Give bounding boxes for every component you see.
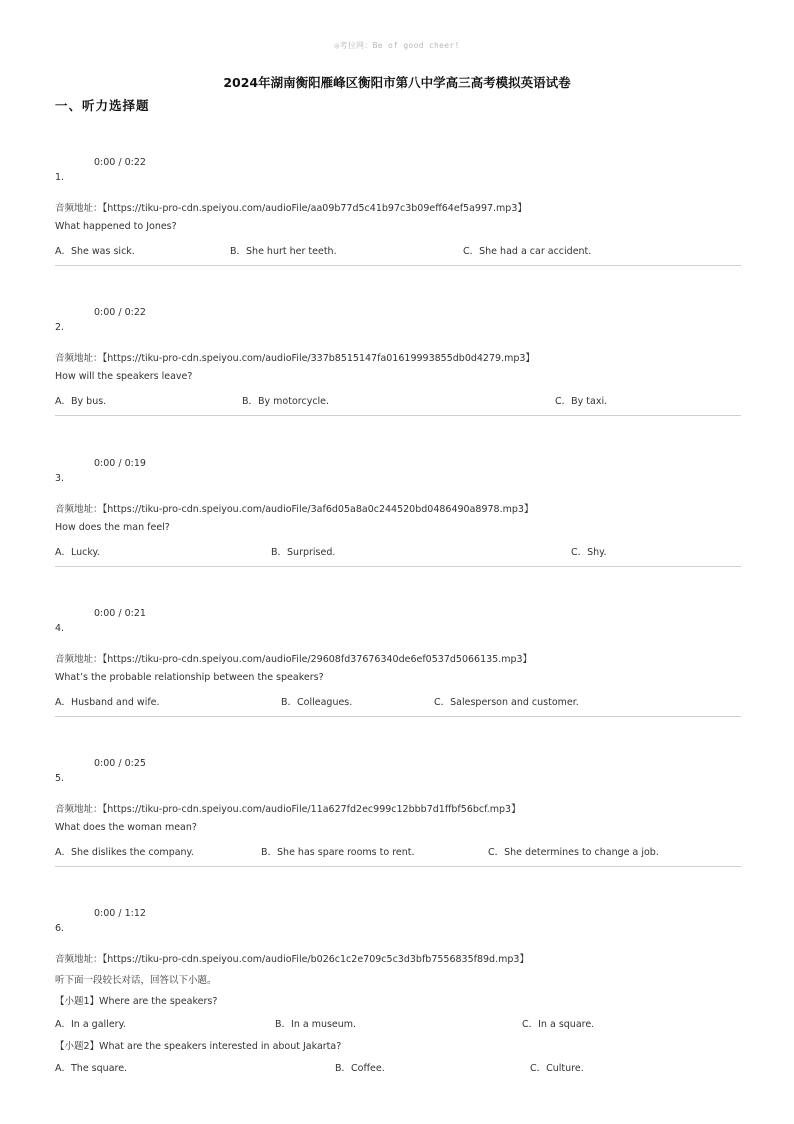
question-number: 4. [55,623,65,634]
option-b[interactable]: B．Coffee. [335,1063,385,1074]
question-stem: How does the man feel? [55,522,170,533]
section-heading: 一、听力选择题 [55,98,150,113]
option-a[interactable]: A．Lucky. [55,547,100,558]
audio-player-time[interactable]: 0:00 / 0:22 [94,157,146,168]
question-number: 1. [55,172,65,183]
audio-url: 音频地址：【https://tiku-pro-cdn.speiyou.com/audioFile/29608fd37676340de6ef0537d5066135.mp3】 [55,654,533,665]
option-a[interactable]: A．She was sick. [55,246,135,257]
page-title: 2024年湖南衡阳雁峰区衡阳市第八中学高三高考模拟英语试卷 [223,75,571,90]
question-5 [0,758,794,908]
divider [55,415,741,416]
question-stem: What’s the probable relationship between the speakers? [55,672,324,683]
option-c[interactable]: C．Culture. [530,1063,584,1074]
divider [55,566,741,567]
option-c[interactable]: C．She determines to change a job. [488,847,659,858]
option-b[interactable]: B．She hurt her teeth. [230,246,337,257]
option-a[interactable]: A．The square. [55,1063,128,1074]
option-a[interactable]: A．In a gallery. [55,1019,126,1030]
option-b[interactable]: B．By motorcycle. [242,396,330,407]
question-stem: How will the speakers leave? [55,371,193,382]
option-b[interactable]: B．Surprised. [271,547,336,558]
question-number: 2. [55,322,65,333]
subquestion-1-stem: 【小题1】Where are the speakers? [55,996,218,1007]
audio-player-time[interactable]: 0:00 / 0:21 [94,608,146,619]
audio-player-time[interactable]: 0:00 / 0:19 [94,458,146,469]
audio-url: 音频地址：【https://tiku-pro-cdn.speiyou.com/audioFile/aa09b77d5c41b97c3b09eff64ef5a997.mp3】 [55,203,527,214]
question-6 [0,908,794,1124]
watermark: ◎考拉网：Be of good cheer! [334,41,460,50]
audio-player-time[interactable]: 0:00 / 0:22 [94,307,146,318]
audio-url: 音频地址：【https://tiku-pro-cdn.speiyou.com/audioFile/3af6d05a8a0c244520bd0486490a8978.mp3】 [55,504,534,515]
audio-url: 音频地址：【https://tiku-pro-cdn.speiyou.com/audioFile/337b8515147fa01619993855db0d4279.mp3】 [55,353,535,364]
audio-url: 音频地址：【https://tiku-pro-cdn.speiyou.com/audioFile/b026c1c2e709c5c3d3bfb7556835f89d.mp3】 [55,954,529,965]
question-stem: 听下面一段较长对话，回答以下小题。 [55,975,217,986]
divider [55,265,741,266]
option-a[interactable]: A．She dislikes the company. [55,847,194,858]
question-1 [0,157,794,307]
option-c[interactable]: C．She had a car accident. [463,246,592,257]
option-b[interactable]: B．She has spare rooms to rent. [261,847,415,858]
question-stem: What does the woman mean? [55,822,197,833]
option-a[interactable]: A．By bus. [55,396,107,407]
option-c[interactable]: C．By taxi. [555,396,608,407]
option-b[interactable]: B．Colleagues. [281,697,353,708]
audio-player-time[interactable]: 0:00 / 0:25 [94,758,146,769]
question-number: 3. [55,473,65,484]
audio-player-time[interactable]: 0:00 / 1:12 [94,908,146,919]
option-c[interactable]: C．In a square. [522,1019,595,1030]
divider [55,716,741,717]
audio-url: 音频地址：【https://tiku-pro-cdn.speiyou.com/audioFile/11a627fd2ec999c12bbb7d1ffbf56bcf.mp3】 [55,804,521,815]
option-a[interactable]: A．Husband and wife. [55,697,160,708]
question-4 [0,608,794,758]
option-b[interactable]: B．In a museum. [275,1019,357,1030]
question-stem: What happened to Jones? [55,221,177,232]
question-2 [0,307,794,457]
option-c[interactable]: C．Shy. [571,547,607,558]
question-number: 5. [55,773,65,784]
question-number: 6. [55,923,65,934]
question-3 [0,458,794,608]
subquestion-2-stem: 【小题2】What are the speakers interested in about Jakarta? [55,1041,342,1052]
divider [55,866,741,867]
option-c[interactable]: C．Salesperson and customer. [434,697,579,708]
